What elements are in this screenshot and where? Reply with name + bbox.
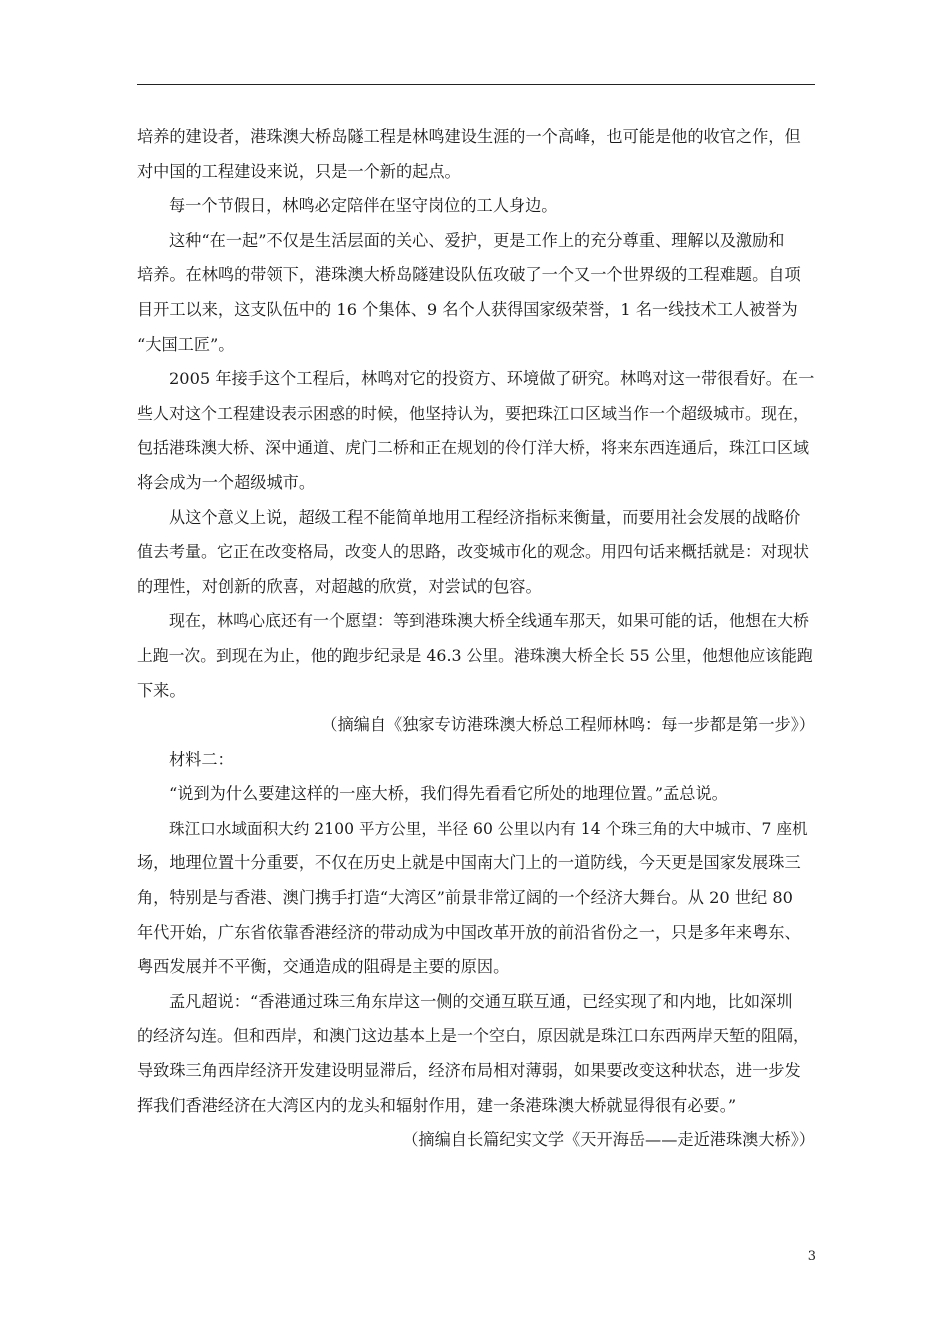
source-citation: （摘编自长篇纪实文学《天开海岳——走近港珠澳大桥》） [402, 1130, 815, 1150]
text-line: 粤西发展并不平衡，交通造成的阻碍是主要的原因。 [137, 957, 510, 977]
text-line: “大国工匠”。 [137, 334, 235, 354]
text-line: 包括港珠澳大桥、深中通道、虎门二桥和正在规划的伶仃洋大桥，将来东西连通后，珠江口区域 [137, 438, 810, 458]
text-line: 的经济勾连。但和西岸，和澳门这边基本上是一个空白，原因就是珠江口东西两岸天堑的阻隔， [137, 1026, 810, 1046]
text-line: 值去考量。它正在改变格局，改变人的思路，改变城市化的观念。用四句话来概括就是：对现状 [137, 542, 810, 562]
text-line: 培养。在林鸣的带领下，港珠澳大桥岛隧建设队伍攻破了一个又一个世界级的工程难题。自项 [137, 265, 801, 285]
page-number: 3 [807, 1249, 816, 1264]
text-line: 的理性，对创新的欣喜，对超越的欣赏，对尝试的包容。 [137, 576, 542, 596]
source-citation: （摘编自《独家专访港珠澳大桥总工程师林鸣：每一步都是第一步》） [321, 715, 815, 735]
paragraph-start: 从这个意义上说，超级工程不能简单地用工程经济指标来衡量，而要用社会发展的战略价 [169, 507, 801, 527]
paragraph-start: 这种“在一起”不仅是生活层面的关心、爱护，更是工作上的充分尊重、理解以及激励和 [169, 230, 785, 250]
text-line: 导致珠三角西岸经济开发建设明显滞后，经济布局相对薄弱，如果要改变这种状态，进一步发 [137, 1061, 801, 1081]
text-line: 年代开始，广东省依靠香港经济的带动成为中国改革开放的前沿省份之一，只是多年来粤东、 [137, 922, 801, 942]
text-line: 上跑一次。到现在为止，他的跑步纪录是 46.3 公里。港珠澳大桥全长 55 公里，他想他应该能跑 [137, 645, 813, 665]
text-line: 对中国的工程建设来说，只是一个新的起点。 [137, 161, 461, 181]
text-line: 些人对这个工程建设表示困惑的时候，他坚持认为，要把珠江口区域当作一个超级城市。现在， [137, 403, 810, 423]
text-line: 培养的建设者，港珠澳大桥岛隧工程是林鸣建设生涯的一个高峰，也可能是他的收官之作，但 [137, 127, 801, 146]
header-rule [137, 84, 815, 85]
text-line: 角，特别是与香港、澳门携手打造“大湾区”前景非常辽阔的一个经济大舞台。从 20 世纪 80 [137, 888, 793, 908]
section-heading: 材料二： [169, 749, 234, 769]
paragraph-start: 现在，林鸣心底还有一个愿望：等到港珠澳大桥全线通车那天，如果可能的话，他想在大桥 [169, 611, 810, 631]
paragraph-start: 2005 年接手这个工程后，林鸣对它的投资方、环境做了研究。林鸣对这一带很看好。在一 [169, 369, 815, 389]
paragraph-start: “说到为什么要建这样的一座大桥，我们得先看看它所处的地理位置。”孟总说。 [169, 784, 728, 804]
paragraph-start: 孟凡超说：“香港通过珠三角东岸这一侧的交通互联互通，已经实现了和内地，比如深圳 [169, 991, 793, 1011]
paragraph-start: 珠江口水域面积大约 2100 平方公里，半径 60 公里以内有 14 个珠三角的大中城市、7 座机 [169, 819, 808, 838]
paragraph-start: 每一个节假日，林鸣必定陪伴在坚守岗位的工人身边。 [169, 196, 558, 216]
text-line: 场，地理位置十分重要，不仅在历史上就是中国南大门上的一道防线，今天更是国家发展珠三 [137, 853, 801, 873]
text-line: 目开工以来，这支队伍中的 16 个集体、9 名个人获得国家级荣誉，1 名一线技术工人被誉为 [137, 299, 798, 319]
text-line: 下来。 [137, 680, 186, 700]
text-line: 将会成为一个超级城市。 [137, 472, 316, 492]
text-line: 挥我们香港经济在大湾区内的龙头和辐射作用，建一条港珠澳大桥就显得很有必要。” [137, 1095, 737, 1115]
document-body [137, 120, 815, 1158]
